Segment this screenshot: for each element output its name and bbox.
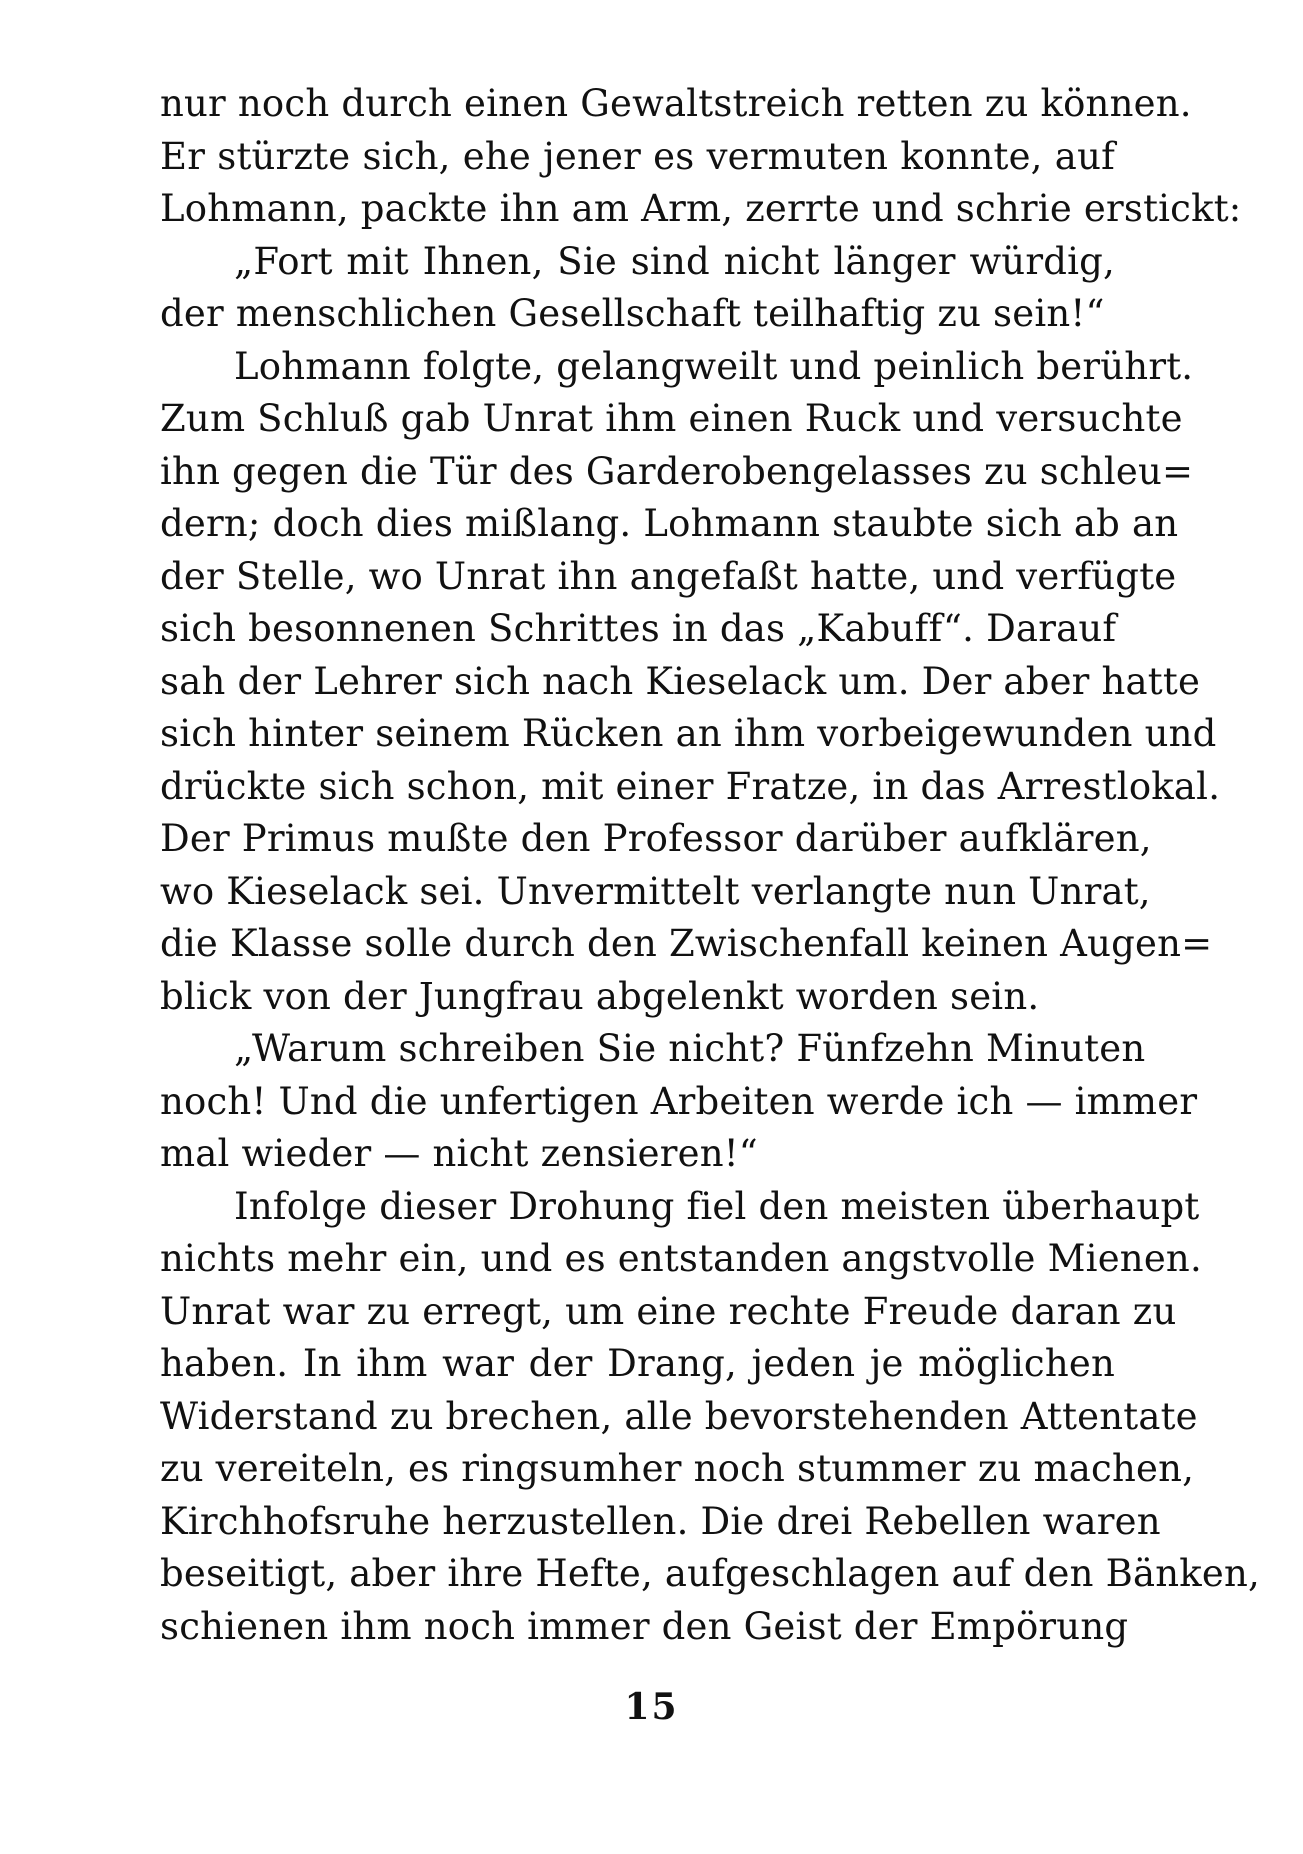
text-line: die Klasse solle durch den Zwischenfall keinen Augen= (160, 922, 1213, 965)
text-line: beseitigt, aber ihre Hefte, aufgeschlagen auf den Bänken, (160, 1552, 1260, 1595)
text-line: nur noch durch einen Gewaltstreich retten zu können. (160, 82, 1192, 125)
text-line: Er stürzte sich, ehe jener es vermuten konnte, auf (160, 134, 1115, 178)
text-line: Zum Schluß gab Unrat ihm einen Ruck und versuchte (160, 397, 1183, 440)
text-line: wo Kieselack sei. Unvermittelt verlangte nun Unrat, (160, 869, 1151, 913)
text-line: Unrat war zu erregt, um eine rechte Freude daran zu (160, 1289, 1177, 1333)
text-line: zu vereiteln, es ringsumher noch stummer zu machen, (160, 1447, 1195, 1490)
text-line: ihn gegen die Tür des Garderobengelasses zu schleu= (160, 449, 1194, 493)
text-line: blick von der Jungfrau abgelenkt worden sein. (160, 974, 1040, 1018)
text-line: Der Primus mußte den Professor darüber aufklären, (160, 817, 1152, 860)
text-line: haben. In ihm war der Drang, jeden je möglichen (160, 1342, 1115, 1385)
text-line: Kirchhofsruhe herzustellen. Die drei Rebellen waren (160, 1499, 1161, 1543)
text-line: schienen ihm noch immer den Geist der Empörung (160, 1604, 1129, 1648)
body-text (160, 78, 1260, 1653)
text-line: noch! Und die unfertigen Arbeiten werde ich — immer (160, 1079, 1198, 1123)
text-line: der menschlichen Gesellschaft teilhaftig zu sein!“ (160, 292, 1105, 335)
text-line: sich hinter seinem Rücken an ihm vorbeigewunden und (160, 712, 1217, 755)
text-line: „Fort mit Ihnen, Sie sind nicht länger würdig, (234, 239, 1115, 283)
text-line: Lohmann folgte, gelangweilt und peinlich berührt. (234, 344, 1194, 388)
text-line: mal wieder — nicht zensieren!“ (160, 1132, 758, 1175)
text-line: drückte sich schon, mit einer Fratze, in das Arrestlokal. (160, 764, 1221, 808)
text-line: Lohmann, packte ihn am Arm, zerrte und schrie erstickt: (160, 187, 1242, 230)
text-line: „Warum schreiben Sie nicht? Fünfzehn Minuten (234, 1027, 1146, 1070)
text-line: der Stelle, wo Unrat ihn angefaßt hatte, und verfügte (160, 554, 1177, 598)
text-line: sah der Lehrer sich nach Kieselack um. Der aber hatte (160, 659, 1201, 703)
text-line: Infolge dieser Drohung fiel den meisten überhaupt (234, 1184, 1200, 1228)
text-line: dern; doch dies mißlang. Lohmann staubte sich ab an (160, 502, 1179, 545)
text-line: Widerstand zu brechen, alle bevorstehenden Attentate (160, 1394, 1198, 1438)
text-line: sich besonnenen Schrittes in das „Kabuff“. Darauf (160, 607, 1117, 650)
text-line: nichts mehr ein, und es entstanden angstvolle Mienen. (160, 1237, 1202, 1280)
page-number: 15 (624, 1686, 679, 1728)
